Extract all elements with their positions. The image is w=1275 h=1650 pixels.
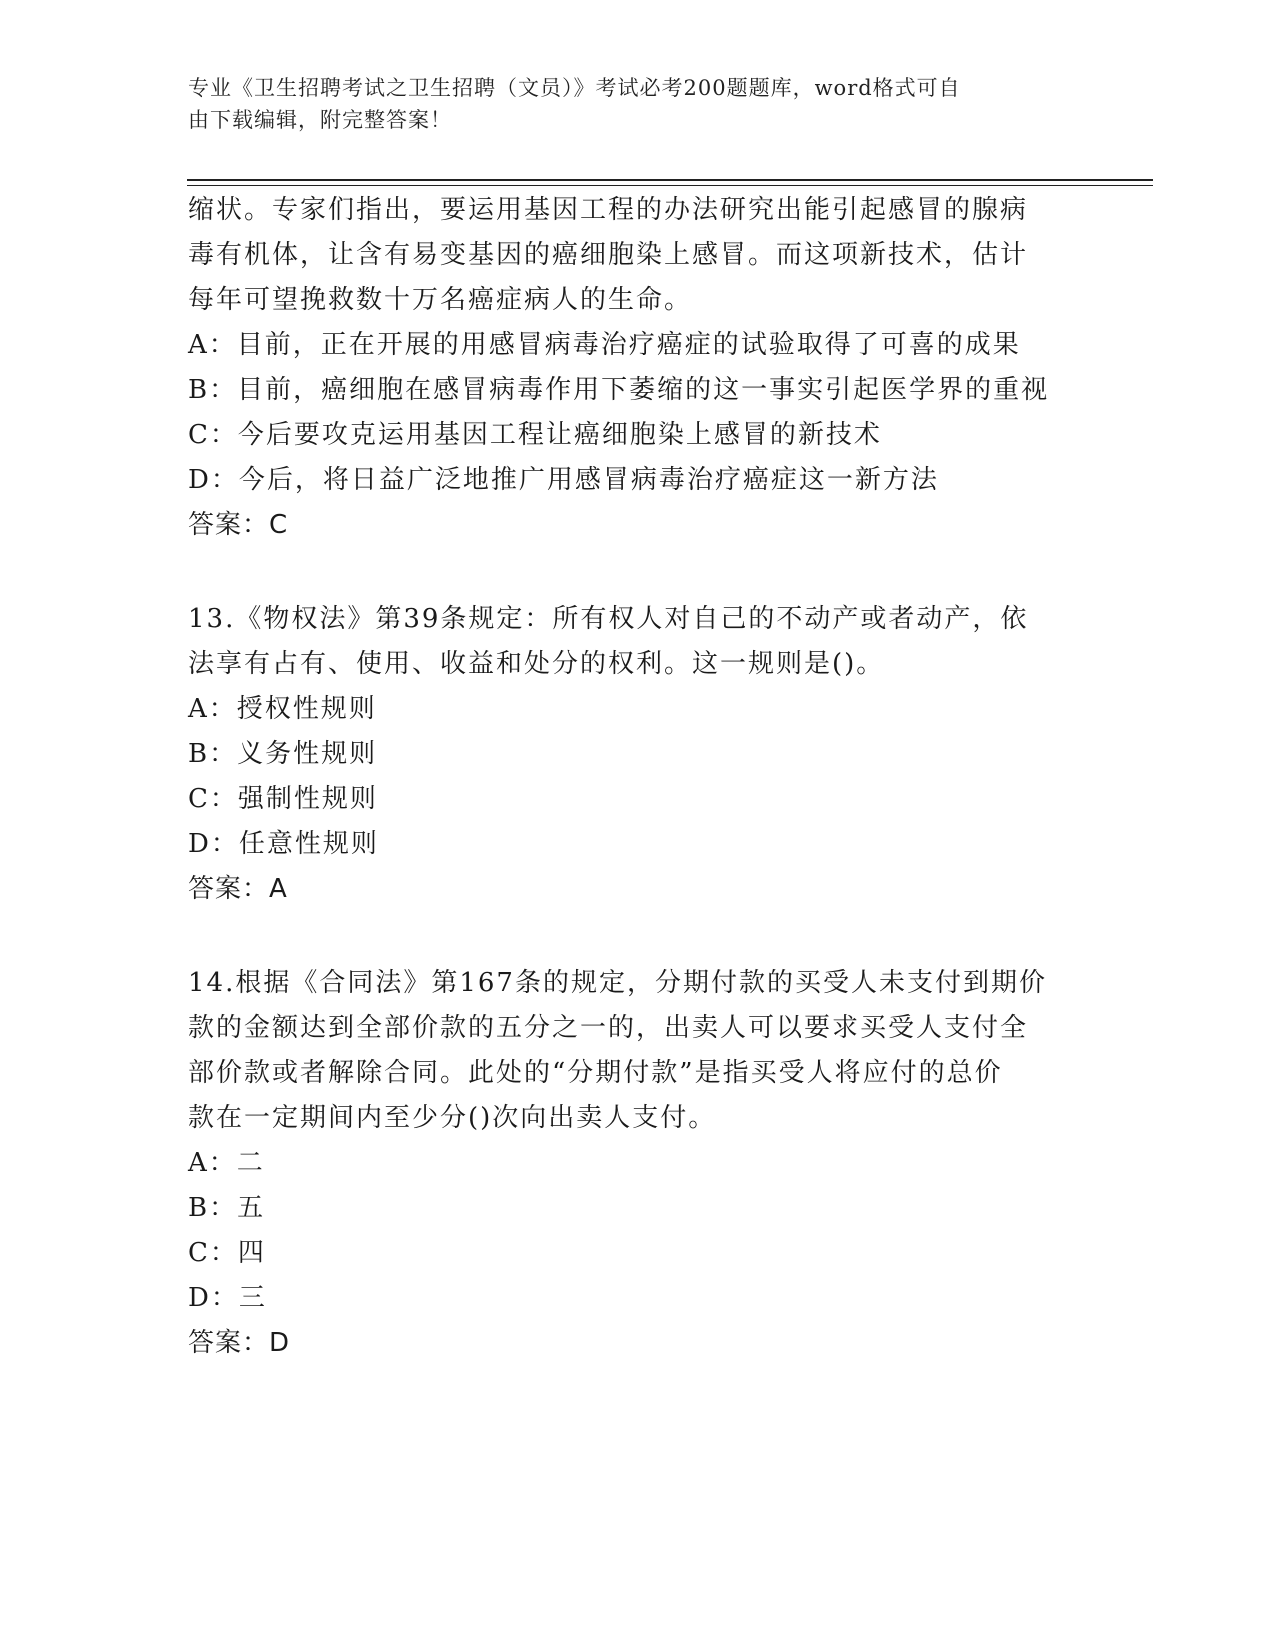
question-12 bbox=[188, 188, 1088, 548]
option-a: A：授权性规则 bbox=[188, 694, 377, 724]
spacer bbox=[188, 548, 1088, 597]
header-divider-thin bbox=[187, 185, 1153, 186]
option-b: B：义务性规则 bbox=[188, 739, 378, 769]
option-d: D：任意性规则 bbox=[188, 829, 379, 859]
option-d: D：今后，将日益广泛地推广用感冒病毒治疗癌症这一新方法 bbox=[188, 465, 939, 495]
question-text-line: 法享有占有、使用、收益和处分的权利。这一规则是()。 bbox=[188, 649, 885, 679]
question-content bbox=[188, 188, 1088, 1366]
option-c: C：四 bbox=[188, 1238, 266, 1268]
question-text-line: 毒有机体，让含有易变基因的癌细胞染上感冒。而这项新技术，估计 bbox=[188, 240, 1029, 270]
header-line-1: 专业《卫生招聘考试之卫生招聘（文员）》考试必考200题题库，word格式可自 bbox=[188, 76, 961, 100]
header-line-2: 由下载编辑，附完整答案！ bbox=[188, 108, 452, 132]
question-13 bbox=[188, 597, 1088, 912]
question-text-line: 款在一定期间内至少分()次向出卖人支付。 bbox=[188, 1103, 717, 1133]
question-text-line: 缩状。专家们指出，要运用基因工程的办法研究出能引起感冒的腺病 bbox=[188, 195, 1029, 225]
option-d: D：三 bbox=[188, 1283, 267, 1313]
question-text-line: 款的金额达到全部价款的五分之一的，出卖人可以要求买受人支付全 bbox=[188, 1013, 1029, 1043]
question-text-line: 部价款或者解除合同。此处的“分期付款”是指买受人将应付的总价 bbox=[188, 1058, 1003, 1088]
spacer bbox=[188, 912, 1088, 961]
question-text-line: 14.根据《合同法》第167条的规定，分期付款的买受人未支付到期价 bbox=[188, 968, 1047, 998]
answer: 答案：C bbox=[188, 510, 289, 540]
option-a: A：二 bbox=[188, 1148, 265, 1178]
option-b: B：五 bbox=[188, 1193, 266, 1223]
header-divider-thick bbox=[187, 179, 1153, 181]
question-text-line: 13.《物权法》第39条规定：所有权人对自己的不动产或者动产，依 bbox=[188, 604, 1029, 634]
answer: 答案：A bbox=[188, 874, 288, 904]
question-text-line: 每年可望挽救数十万名癌症病人的生命。 bbox=[188, 285, 693, 315]
question-14 bbox=[188, 961, 1088, 1366]
option-a: A：目前，正在开展的用感冒病毒治疗癌症的试验取得了可喜的成果 bbox=[188, 330, 1021, 360]
option-b: B：目前，癌细胞在感冒病毒作用下萎缩的这一事实引起医学界的重视 bbox=[188, 375, 1050, 405]
option-c: C：今后要攻克运用基因工程让癌细胞染上感冒的新技术 bbox=[188, 420, 882, 450]
answer: 答案：D bbox=[188, 1328, 291, 1358]
option-c: C：强制性规则 bbox=[188, 784, 378, 814]
document-header bbox=[188, 72, 1068, 136]
